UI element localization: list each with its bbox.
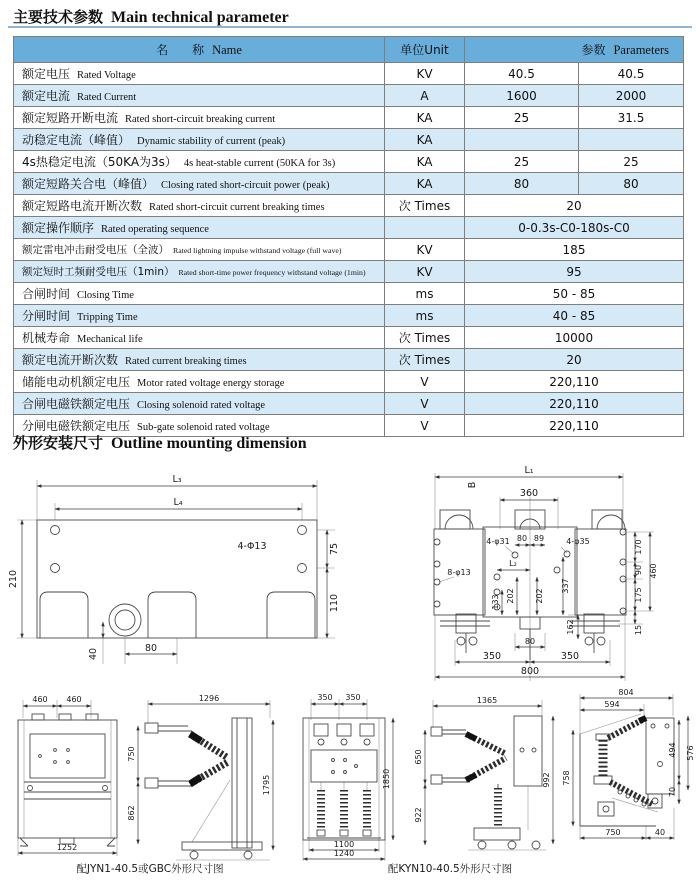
dimension-label: 202	[535, 588, 544, 604]
param-name-zh: 额定短时工频耐受电压（1min）	[22, 266, 175, 278]
param-name-en: Rated current breaking times	[125, 356, 247, 367]
param-name-zh: 额定操作顺序	[22, 221, 95, 235]
dimension-label: 804	[618, 688, 634, 697]
header-unit: 单位Unit	[385, 37, 465, 63]
header-parameters	[465, 37, 684, 63]
param-value-2	[579, 129, 684, 151]
param-value: 20	[465, 195, 684, 217]
param-value: 220,110	[465, 393, 684, 415]
param-value: 20	[465, 349, 684, 371]
param-name-zh: 额定雷电冲击耐受电压（全波）	[22, 244, 169, 256]
param-value: 0-0.3s-C0-180s-C0	[465, 217, 684, 239]
section2-title	[13, 432, 307, 453]
dimension-label: 202	[506, 588, 515, 604]
parameters-table	[13, 36, 684, 437]
dimension-label: 80	[524, 637, 536, 646]
dimension-label: 1850	[382, 768, 391, 790]
param-name-zh: 合闸时间	[22, 287, 71, 301]
table-row	[14, 239, 684, 261]
param-name-en: Mechanical life	[77, 334, 143, 345]
param-value-1: 25	[465, 107, 579, 129]
param-value-2: 40.5	[579, 63, 684, 85]
table-row	[14, 349, 684, 371]
gbc-side-drawing	[542, 686, 698, 858]
param-unit: 次 Times	[385, 327, 465, 349]
dimension-label: 460	[649, 563, 658, 579]
section1-title	[13, 6, 289, 27]
dimension-label: L₂	[509, 559, 517, 568]
dimension-label: 1365	[476, 696, 498, 705]
param-name	[14, 327, 385, 349]
caption-kyn: 配KYN10-40.5外形尺寸图	[387, 863, 513, 875]
dimension-label: 750	[605, 828, 621, 837]
param-name-zh: 机械寿命	[22, 331, 71, 345]
section2-title-en: Outline mounting dimension	[111, 435, 307, 452]
param-name	[14, 393, 385, 415]
param-unit: KV	[385, 63, 465, 85]
front-view-drawing	[418, 455, 700, 695]
param-unit: KV	[385, 261, 465, 283]
parameters-table-body	[14, 63, 684, 437]
dimension-label: 650	[414, 749, 423, 765]
section1-title-zh: 主要技术参数	[13, 8, 104, 26]
dimension-label: L₄	[173, 497, 183, 508]
table-row	[14, 107, 684, 129]
dimension-label: 90	[634, 564, 643, 576]
dimension-label: 758	[562, 770, 571, 786]
dimension-label: 460	[32, 695, 48, 704]
table-row	[14, 173, 684, 195]
param-value-1: 1600	[465, 85, 579, 107]
dimension-label: 1252	[56, 843, 78, 852]
dimension-label: 80	[516, 534, 528, 543]
param-value-1: 80	[465, 173, 579, 195]
dimension-label: 350	[345, 693, 361, 702]
param-name	[14, 283, 385, 305]
param-value-2: 2000	[579, 85, 684, 107]
title-rule	[8, 26, 692, 28]
table-row	[14, 371, 684, 393]
table-row	[14, 195, 684, 217]
dimension-label: 594	[604, 700, 620, 709]
table-row	[14, 283, 684, 305]
param-name-zh: 额定电流	[22, 89, 71, 103]
kyn-front-drawing	[293, 690, 403, 866]
table-row	[14, 393, 684, 415]
dimension-label: 80	[144, 643, 158, 654]
param-name	[14, 239, 385, 261]
param-name	[14, 151, 385, 173]
dimension-label: 494	[668, 742, 677, 758]
param-unit: ms	[385, 305, 465, 327]
param-name-zh: 动稳定电流（峰值）	[22, 133, 131, 147]
param-value: 10000	[465, 327, 684, 349]
param-unit: ms	[385, 283, 465, 305]
param-name-en: Closing Time	[77, 290, 134, 301]
table-row	[14, 63, 684, 85]
param-name-zh: 储能电动机额定电压	[22, 375, 131, 389]
section1-title-en: Main technical parameter	[111, 9, 289, 26]
param-unit: V	[385, 415, 465, 437]
dimension-label: 40	[654, 828, 666, 837]
param-unit: KA	[385, 107, 465, 129]
dimension-label: 8-φ13	[447, 568, 471, 577]
param-name-en: Rated Voltage	[77, 70, 136, 81]
dimension-label: 800	[520, 666, 540, 677]
param-value-1: 40.5	[465, 63, 579, 85]
param-unit: KA	[385, 151, 465, 173]
drawings-area	[0, 455, 700, 880]
dimension-label: L₁	[524, 465, 534, 476]
param-name-en: Rated short-circuit breaking current	[125, 114, 276, 125]
table-row	[14, 327, 684, 349]
dimension-label: L₃	[172, 474, 182, 485]
header-params-en: Parameters	[613, 43, 670, 57]
param-name-en: Rated lightning impulse withstand voltage (full wave)	[173, 246, 342, 255]
header-name-zh: 名 称	[156, 43, 205, 57]
param-unit: KV	[385, 239, 465, 261]
dimension-label: 350	[317, 693, 333, 702]
param-name-zh: 额定电流开断次数	[22, 353, 119, 367]
param-name-en: Closing solenoid rated voltage	[137, 400, 266, 411]
dimension-label: 210	[8, 569, 19, 589]
dimension-label: B	[467, 481, 478, 489]
param-value-2: 31.5	[579, 107, 684, 129]
param-name-zh: 额定短路开断电流	[22, 111, 119, 125]
param-name	[14, 173, 385, 195]
dimension-label: 922	[414, 807, 423, 823]
dimension-label: 4-Φ13	[237, 541, 267, 552]
dimension-label: 4-φ35	[566, 537, 590, 546]
dimension-label: 175	[634, 587, 643, 603]
dimension-label: 350	[482, 651, 502, 662]
param-name-zh: 分闸电磁铁额定电压	[22, 419, 131, 433]
header-name-en: Name	[212, 43, 242, 57]
dimension-label: 75	[329, 542, 340, 556]
param-name	[14, 107, 385, 129]
plan-view-drawing	[5, 468, 360, 673]
param-name-zh: 合闸电磁铁额定电压	[22, 397, 131, 411]
param-name-zh: 额定短路关合电（峰值）	[22, 177, 155, 191]
param-name-en: Closing rated short-circuit power (peak)	[161, 180, 330, 191]
param-unit	[385, 217, 465, 239]
table-row	[14, 151, 684, 173]
param-unit: KA	[385, 129, 465, 151]
param-name	[14, 371, 385, 393]
dimension-label: 1240	[333, 849, 355, 858]
table-row	[14, 85, 684, 107]
param-value: 220,110	[465, 371, 684, 393]
param-unit: V	[385, 393, 465, 415]
param-value: 220,110	[465, 415, 684, 437]
table-row	[14, 305, 684, 327]
param-name-zh: 分闸时间	[22, 309, 71, 323]
dimension-label: 337	[561, 578, 570, 594]
param-value-2: 80	[579, 173, 684, 195]
param-name	[14, 305, 385, 327]
dimension-label: 89	[533, 534, 545, 543]
jyn-front-drawing	[10, 692, 125, 864]
dimension-label: 1296	[198, 694, 220, 703]
dimension-label: 360	[519, 488, 539, 499]
kyn-side-drawing	[414, 690, 550, 860]
param-name-zh: 4s热稳定电流（50KA为3s）	[22, 155, 177, 169]
dimension-label: 992	[542, 772, 551, 788]
param-value: 50 - 85	[465, 283, 684, 305]
dimension-label: 15	[634, 624, 643, 636]
dimension-label: 110	[329, 593, 340, 613]
param-name-en: Motor rated voltage energy storage	[137, 378, 285, 389]
table-row	[14, 129, 684, 151]
jyn-side-drawing	[127, 692, 278, 864]
param-name	[14, 85, 385, 107]
param-name-en: Rated short-time power frequency withstand voltage (1min)	[178, 268, 366, 277]
param-unit: 次 Times	[385, 195, 465, 217]
dimension-label: 133	[491, 594, 500, 610]
dimension-label: 862	[127, 805, 136, 821]
param-name-en: Rated Current	[77, 92, 137, 103]
param-name	[14, 195, 385, 217]
param-unit: KA	[385, 173, 465, 195]
param-name-zh: 额定短路电流开断次数	[22, 199, 143, 213]
param-name-en: Dynamic stability of current (peak)	[137, 136, 286, 147]
param-value: 185	[465, 239, 684, 261]
dimension-label: 40	[88, 647, 99, 661]
param-unit: 次 Times	[385, 349, 465, 371]
dimension-label: 70	[668, 786, 677, 798]
param-name-en: Rated operating sequence	[101, 224, 209, 235]
param-unit: A	[385, 85, 465, 107]
dimension-label: 4-φ31	[486, 537, 510, 546]
caption-jyn: 配JYN1-40.5或GBC外形尺寸图	[76, 863, 224, 875]
param-value: 95	[465, 261, 684, 283]
param-name	[14, 349, 385, 371]
dimension-label: 350	[560, 651, 580, 662]
param-name-zh: 额定电压	[22, 67, 71, 81]
param-name-en: Tripping Time	[77, 312, 138, 323]
header-params-zh: 参数	[581, 43, 606, 57]
dimension-label: 460	[66, 695, 82, 704]
param-unit: V	[385, 371, 465, 393]
param-name	[14, 261, 385, 283]
param-name-en: 4s heat-stable current (50KA for 3s)	[183, 158, 336, 169]
param-value: 40 - 85	[465, 305, 684, 327]
dimension-label: 576	[686, 745, 695, 761]
table-row	[14, 261, 684, 283]
dimension-label: 170	[634, 539, 643, 555]
param-value-1: 25	[465, 151, 579, 173]
param-name	[14, 217, 385, 239]
param-name	[14, 129, 385, 151]
section2-title-zh: 外形安装尺寸	[13, 434, 104, 452]
dimension-label: 1100	[333, 840, 355, 849]
header-name	[14, 37, 385, 63]
param-name-en: Rated short-circuit current breaking times	[149, 202, 325, 213]
param-name	[14, 63, 385, 85]
dimension-label: 1795	[262, 774, 271, 796]
param-name-en: Sub-gate solenoid rated voltage	[137, 422, 270, 433]
table-header-row	[14, 37, 684, 63]
dimension-label: 750	[127, 746, 136, 762]
param-value-1	[465, 129, 579, 151]
param-value-2: 25	[579, 151, 684, 173]
dimension-label: 162	[566, 619, 575, 635]
table-row	[14, 217, 684, 239]
